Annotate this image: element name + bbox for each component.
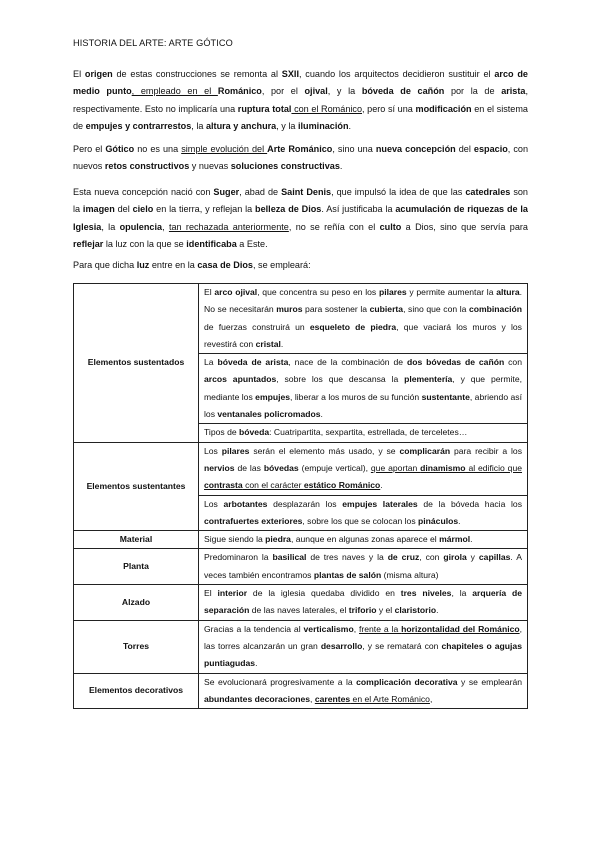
text-run: (empuje vertical), [298, 462, 371, 473]
text-run: , y que permite, mediante los [204, 374, 522, 402]
text-run: de estas construcciones se remonta al [112, 69, 282, 79]
text-run: El [204, 287, 215, 297]
text-run: , con [419, 552, 444, 563]
text-run: , liberar a los muros de su función [290, 391, 422, 402]
text-run: , que impulsó la idea de que las [331, 187, 466, 197]
text-run: para recibir a los [450, 445, 522, 456]
text-run: , abriendo así los [204, 391, 522, 420]
text-run: Para que dicha [73, 260, 137, 270]
text-run: con [504, 357, 522, 368]
text-run: mármol [439, 534, 471, 545]
intro-paragraph-origin [73, 66, 528, 135]
text-run: . [339, 161, 343, 172]
text-run: , las torres alcanzarán un gran [204, 623, 523, 651]
text-run: bóveda de cañón [361, 86, 445, 97]
text-run: belleza de Dios [255, 204, 322, 215]
table-row [74, 549, 528, 585]
text-run: con el Románico [291, 103, 362, 114]
text-run: de las [234, 462, 264, 473]
row-description [199, 424, 528, 442]
text-run: , nace de la combinación de [288, 357, 407, 368]
text-run: . [470, 534, 473, 545]
text-run: estático Románico [303, 480, 381, 491]
table-row [74, 585, 528, 621]
text-run: , y la [327, 86, 362, 97]
text-run: Los [204, 445, 222, 456]
text-run: acumulación de riquezas de la Iglesia [73, 204, 528, 232]
text-run: retos constructivos [104, 161, 190, 172]
text-run: reflejar [73, 238, 104, 249]
intro-paragraph-suger [73, 184, 528, 253]
text-run: imagen [82, 204, 115, 215]
text-run: contrafuertes exteriores [204, 515, 303, 526]
text-run: culto [379, 221, 402, 232]
text-run: esqueleto de piedra [309, 321, 397, 332]
text-run: plantas de salón [313, 569, 382, 580]
table-row [74, 673, 528, 709]
text-run: que aportan [370, 462, 421, 473]
text-run: Románico [217, 86, 262, 97]
text-run: son la [73, 187, 528, 215]
text-run: abundantes decoraciones [204, 693, 311, 704]
text-run: pináculos [418, 515, 459, 526]
text-run: girola [443, 552, 467, 563]
text-run: carentes [314, 693, 351, 704]
text-run: ojival [304, 86, 328, 97]
text-run: , cuando los arquitectos decidieron sustituir el [298, 69, 495, 79]
text-run: arco ojival [214, 287, 258, 297]
text-run: chapiteles o agujas puntiagudas [204, 640, 522, 669]
text-run: dos bóvedas de cañón [406, 357, 505, 368]
text-run: piedra [265, 534, 291, 545]
text-run: combinación [468, 304, 522, 315]
row-description [199, 620, 528, 673]
text-run: Pero el [73, 144, 106, 154]
text-run: pilares [378, 287, 407, 297]
text-run: con el carácter [242, 480, 304, 491]
text-run: simple evolución del [181, 144, 268, 154]
row-description [199, 549, 528, 585]
text-run: a Este. [236, 238, 268, 249]
row-description [199, 284, 528, 354]
row-label: Elementos sustentados [74, 284, 199, 443]
text-run: . Así justificaba la [321, 204, 396, 215]
text-run: en la tierra, y reflejan la [153, 204, 256, 215]
table-row [74, 284, 528, 354]
text-run: triforio [348, 605, 377, 616]
text-run: Gracias a la tendencia al [204, 623, 304, 634]
text-run: horizontalidad del Románico [401, 623, 520, 634]
text-run: , sobre los que descansa la [276, 374, 405, 385]
text-run: arcos apuntados [204, 374, 277, 385]
text-run: la luz con la que se [103, 238, 187, 249]
text-run: verticalismo [303, 623, 354, 634]
text-run: pilares [221, 445, 250, 456]
text-run: , con nuevos [73, 144, 529, 172]
table-row [74, 620, 528, 673]
text-run: , sino una [332, 144, 376, 154]
text-run: del [455, 144, 474, 154]
text-run: origen [84, 69, 113, 79]
row-description [199, 354, 528, 424]
text-run: y se emplearán [457, 676, 523, 687]
text-run: Los [204, 498, 224, 509]
text-run: El [204, 588, 218, 599]
text-run: empujes laterales [342, 498, 418, 509]
text-run: bóveda [239, 427, 270, 438]
text-run: cielo [132, 204, 154, 215]
text-run: , la [191, 120, 206, 131]
text-run: altura y anchura [205, 120, 277, 131]
text-run: y el [376, 605, 395, 616]
text-run: de la bóveda hacia los [417, 498, 522, 509]
text-run: para sostener la [302, 304, 370, 315]
text-run: arbotantes [223, 498, 268, 509]
text-run: SXII [281, 69, 299, 79]
text-run: de cruz [387, 552, 420, 563]
text-run: nervios [204, 462, 235, 473]
text-run: contrasta [204, 480, 243, 491]
text-run: . [280, 338, 284, 349]
text-run: altura [496, 287, 520, 297]
text-run: , [429, 693, 433, 704]
intro-paragraph-light [73, 257, 528, 274]
text-run: , y se rematará con [362, 640, 442, 651]
text-run: casa de Dios [197, 260, 253, 270]
text-run: , por el [261, 86, 305, 97]
text-run: tan rechazada anteriormente [168, 221, 289, 232]
text-run: de fuerzas construirá un [204, 321, 310, 332]
row-label: Elementos decorativos [74, 673, 199, 709]
text-run: Arte Románico [267, 144, 333, 154]
text-run: , [310, 693, 315, 704]
text-run: luz [136, 260, 150, 270]
text-run: tres niveles [400, 588, 452, 599]
text-run: identificaba [186, 238, 237, 249]
text-run: , y la [276, 120, 298, 131]
text-run: sustentante [421, 391, 470, 402]
text-run: de la iglesia quedaba dividido en [247, 588, 401, 599]
text-run: soluciones constructivas [230, 161, 340, 172]
text-run: arquería de separación [204, 588, 522, 616]
text-run: , sino que con la [403, 304, 469, 315]
text-run: (misma altura) [381, 569, 439, 580]
text-run: cubierta [369, 304, 404, 315]
text-run: basilical [272, 552, 307, 563]
text-run: . A veces también encontramos [204, 552, 522, 580]
elements-table [73, 283, 528, 709]
text-run: ventanales policromados [217, 409, 321, 420]
text-run: Tipos de [204, 427, 240, 438]
text-run: opulencia [119, 221, 163, 232]
row-description [199, 585, 528, 621]
text-run: claristorio [394, 605, 437, 616]
text-run: , que vaciará los muros y los revestirá con [204, 321, 522, 349]
text-run: . [348, 120, 352, 131]
text-run: espacio [473, 144, 508, 154]
text-run: entre en la [149, 260, 198, 270]
text-run: , empleado en el [131, 86, 218, 97]
page-header: HISTORIA DEL ARTE: ARTE GÓTICO [73, 38, 233, 48]
row-label: Material [74, 531, 199, 549]
text-run: arista [501, 86, 526, 97]
text-run: frente a la [359, 623, 402, 634]
text-run: por la de [444, 86, 502, 97]
text-run: . [255, 658, 258, 669]
text-run: del [114, 204, 133, 215]
text-run: complicación decorativa [356, 676, 458, 687]
text-run: bóvedas [263, 462, 299, 473]
text-run: Sigue siendo la [204, 534, 266, 545]
text-run: y [466, 552, 479, 563]
text-run: en el Arte Románico [350, 693, 430, 704]
text-run: Esta nueva concepción nació con [73, 187, 214, 197]
table-row [74, 531, 528, 549]
text-run: , la [451, 588, 473, 599]
text-run: . [458, 515, 461, 526]
text-run: El [73, 69, 85, 79]
row-label: Alzado [74, 585, 199, 621]
text-run: La [204, 357, 218, 368]
text-run: , abad de [239, 187, 282, 197]
text-run: empujes y contrarrestos [85, 120, 192, 131]
intro-paragraph-gothic-concept [73, 141, 528, 176]
table-row [74, 442, 528, 495]
text-run: , [162, 221, 169, 232]
text-run: . No se necesitarán [204, 287, 522, 315]
text-run: . [380, 480, 383, 491]
text-run: , que concentra su peso en los [257, 287, 379, 297]
text-run: , la [101, 221, 120, 232]
row-description [199, 673, 528, 709]
text-run: : Cuatripartita, sexpartita, estrellada, de terceletes… [269, 427, 468, 438]
text-run: en el sistema de [73, 103, 528, 131]
text-run: y nuevas [189, 161, 231, 172]
row-label: Elementos sustentantes [74, 442, 199, 530]
text-run: iluminación [297, 120, 349, 131]
text-run: dinamismo [420, 462, 466, 473]
text-run: empujes [255, 391, 291, 402]
text-run: muros [276, 304, 303, 315]
text-run: Saint Denis [281, 187, 332, 197]
text-run: cristal [255, 338, 281, 349]
text-run: Gótico [105, 144, 135, 154]
text-run: ruptura total [237, 103, 292, 114]
text-run: modificación [415, 103, 472, 114]
text-run: complicarán [399, 445, 451, 456]
text-run: interior [217, 588, 248, 599]
text-run: desarrollo [320, 640, 363, 651]
row-description [199, 495, 528, 531]
text-run: , pero sí una [362, 103, 416, 114]
text-run: Suger [213, 187, 240, 197]
text-run: . [320, 409, 323, 420]
text-run: . [436, 605, 439, 616]
text-run: , se empleará: [252, 260, 311, 270]
row-label: Torres [74, 620, 199, 673]
text-run: plementería [404, 374, 453, 385]
text-run: , aunque en algunas zonas aparece el [290, 534, 440, 545]
text-run: Predominaron la [204, 552, 273, 563]
text-run: , respectivamente. Esto no implicaría una [73, 86, 528, 114]
text-run: arco de medio punto [73, 69, 528, 97]
text-run: , no se reñía con el [288, 221, 380, 232]
text-run: catedrales [465, 187, 511, 197]
row-label: Planta [74, 549, 199, 585]
text-run: , [353, 623, 359, 634]
text-run: Se evolucionará progresivamente a la [204, 676, 357, 687]
text-run: capillas [478, 552, 511, 563]
text-run: a Dios, sino que servía para [401, 221, 528, 232]
text-run: al edificio que [465, 462, 523, 473]
text-run: de tres naves y la [306, 552, 388, 563]
text-run: y permite aumentar la [406, 287, 497, 297]
text-run: de las naves laterales, el [249, 605, 349, 616]
row-description [199, 442, 528, 495]
text-run: , sobre los que se colocan los [302, 515, 419, 526]
text-run: no es una [134, 144, 182, 154]
text-run: desplazarán los [267, 498, 343, 509]
text-run: serán el elemento más usado, y se [249, 445, 400, 456]
text-run: nueva concepción [375, 144, 456, 154]
row-description [199, 531, 528, 549]
text-run: bóveda de arista [217, 357, 289, 368]
